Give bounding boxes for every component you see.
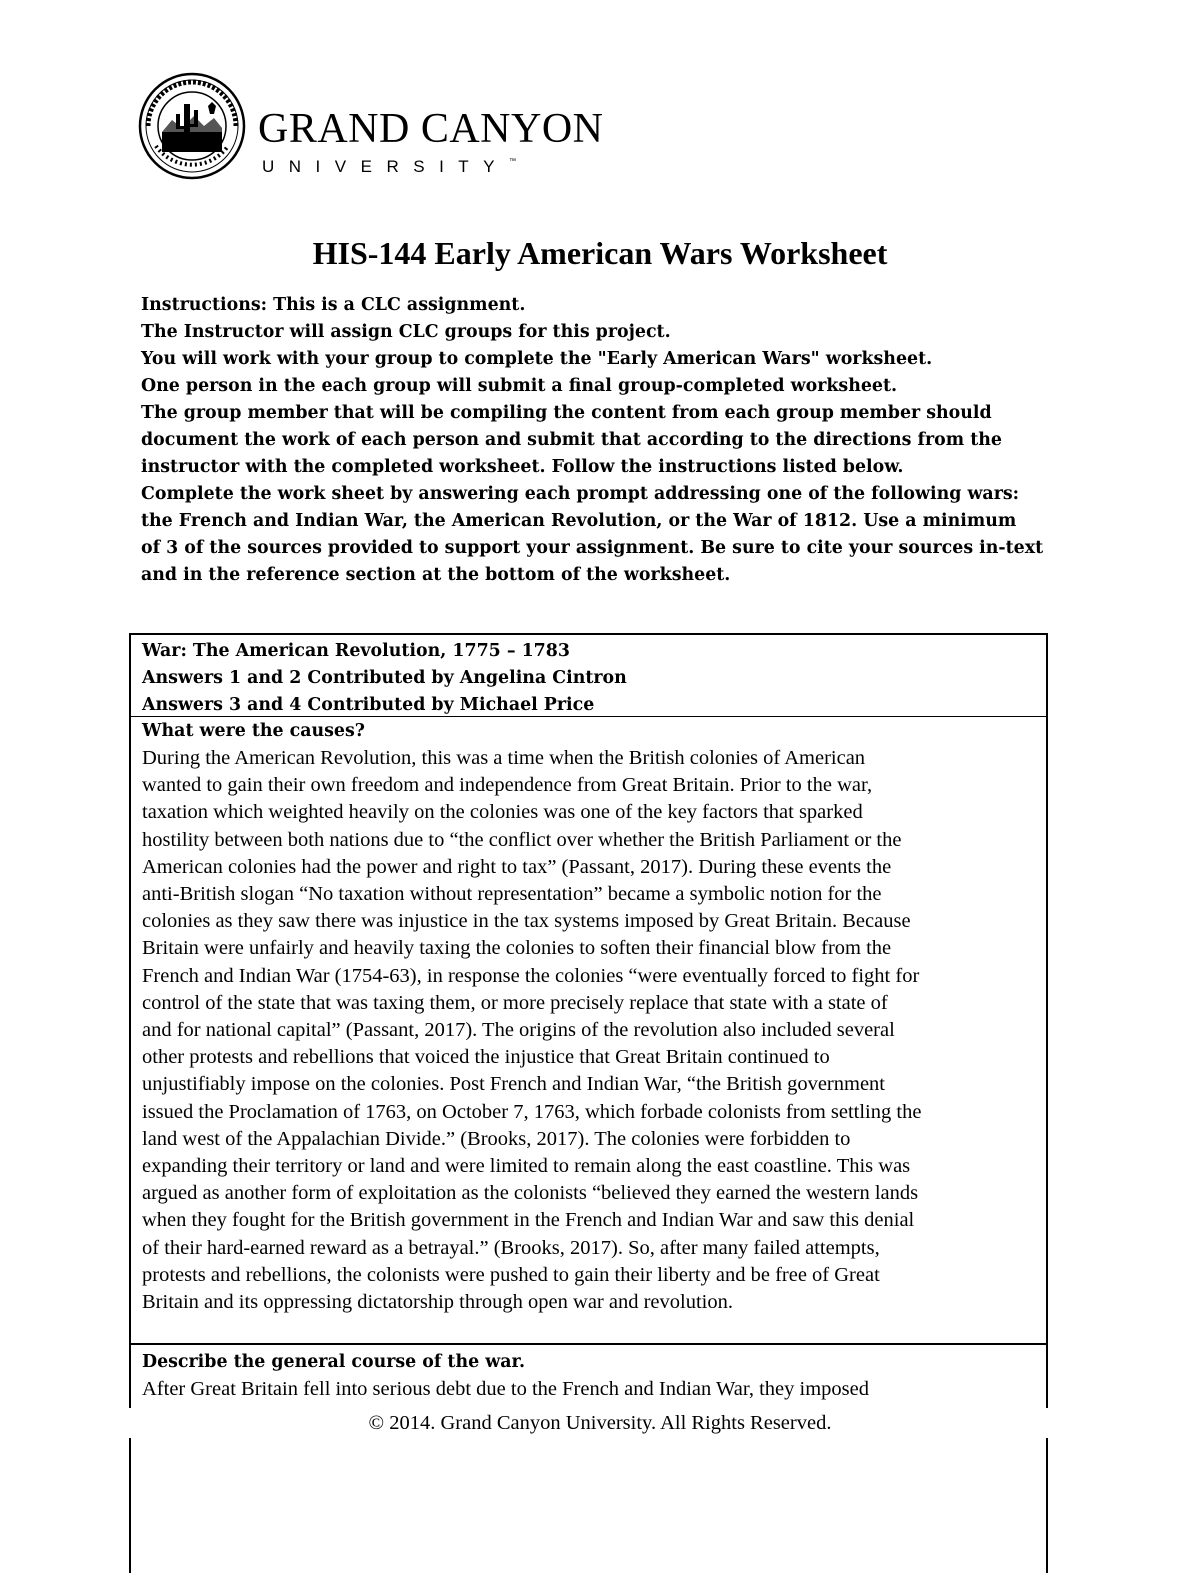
answer-line: when they fought for the British government in the French and Indian War and saw this denial [142,1209,915,1232]
answer-line: land west of the Appalachian Divide.” (Brooks, 2017). The colonies were forbidden to [142,1127,851,1150]
instruction-line: of 3 of the sources provided to support your assignment. Be sure to cite your sources in-text [141,538,1044,558]
answer-line: anti-British slogan “No taxation without representation” became a symbolic notion for the [142,883,882,906]
page-title: HIS-144 Early American Wars Worksheet [312,235,888,271]
answer-line: American colonies had the power and right to tax” (Passant, 2017). During these events the [142,855,892,878]
instruction-line: and in the reference section at the bottom of the worksheet. [141,565,731,585]
war-title: War: The American Revolution, 1775 – 1783 [142,641,570,661]
answer-line: After Great Britain fell into serious debt due to the French and Indian War, they imposed [142,1378,869,1400]
answer-text [142,745,1035,1316]
answer-line: of their hard-earned reward as a betrayal.” (Brooks, 2017). So, after many failed attempts, [142,1236,880,1259]
answer-line: argued as another form of exploitation as the colonists “believed they earned the western lands [142,1182,919,1205]
instruction-line: The Instructor will assign CLC groups for this project. [141,322,671,342]
brand-name: GRAND CANYON [258,106,604,152]
answer-line: protests and rebellions, the colonists were pushed to gain their liberty and be free of Great [142,1263,880,1286]
answer-line: wanted to gain their own freedom and independence from Great Britain. Prior to the war, [142,774,873,797]
answer-line: other protests and rebellions that voiced the injustice that Great Britain continued to [142,1046,830,1069]
answer-line: expanding their territory or land and were limited to remain along the east coastline. This was [142,1155,911,1178]
university-seal-icon [138,70,246,182]
brand-subtitle-text: UNIVERSITY [262,157,510,176]
copyright-footer: © 2014. Grand Canyon University. All Rights Reserved. [0,1408,1200,1438]
instruction-line: The group member that will be compiling the content from each group member should [141,403,992,423]
instructions-block [141,292,1071,589]
answer-line: During the American Revolution, this was a time when the British colonies of American [142,747,866,769]
answer-line: Britain and its oppressing dictatorship through open war and revolution. [142,1291,733,1314]
instruction-line: the French and Indian War, the American Revolution, or the War of 1812. Use a minimum [141,511,1017,531]
answer-line: and for national capital” (Passant, 2017). The origins of the revolution also included several [142,1019,895,1042]
question-label: What were the causes? [142,721,365,741]
brand-subtitle [262,158,516,175]
answer-line: French and Indian War (1754-63), in response the colonies “were eventually forced to fight for [142,964,920,987]
question-label: Describe the general course of the war. [142,1352,526,1372]
war-header-cell [131,635,1046,717]
answer-line: colonies as they saw there was injustice in the tax systems imposed by Great Britain. Because [142,910,911,933]
answer-line: taxation which weighted heavily on the colonies was one of the key factors that sparked [142,801,863,824]
causes-section [131,717,1046,1345]
answer-line: issued the Proclamation of 1763, on October 7, 1763, which forbade colonists from settling the [142,1100,922,1123]
answer-text [142,1376,1035,1403]
contributor-line: Answers 1 and 2 Contributed by Angelina Cintron [142,668,627,688]
university-logo [138,70,618,182]
instruction-line: document the work of each person and submit that according to the directions from the [141,430,1002,450]
answer-line: unjustifiably impose on the colonies. Post French and Indian War, “the British government [142,1073,885,1096]
instruction-line: You will work with your group to complete the "Early American Wars" worksheet. [141,349,933,369]
trademark-mark: ™ [509,158,517,165]
contributor-line: Answers 3 and 4 Contributed by Michael Price [142,695,595,715]
instruction-line: Complete the work sheet by answering each prompt addressing one of the following wars: [141,484,1020,504]
instruction-line: Instructions: This is a CLC assignment. [141,295,526,315]
answer-line: Britain were unfairly and heavily taxing the colonies to soften their financial blow from the [142,937,892,960]
answer-line: control of the state that was taxing them, or more precisely replace that state with a state of [142,991,888,1014]
instruction-line: instructor with the completed worksheet. Follow the instructions listed below. [141,457,904,477]
answer-line: hostility between both nations due to “the conflict over whether the British Parliament or the [142,828,902,851]
course-of-war-section [131,1345,1046,1403]
instruction-line: One person in the each group will submit a final group-completed worksheet. [141,376,898,396]
